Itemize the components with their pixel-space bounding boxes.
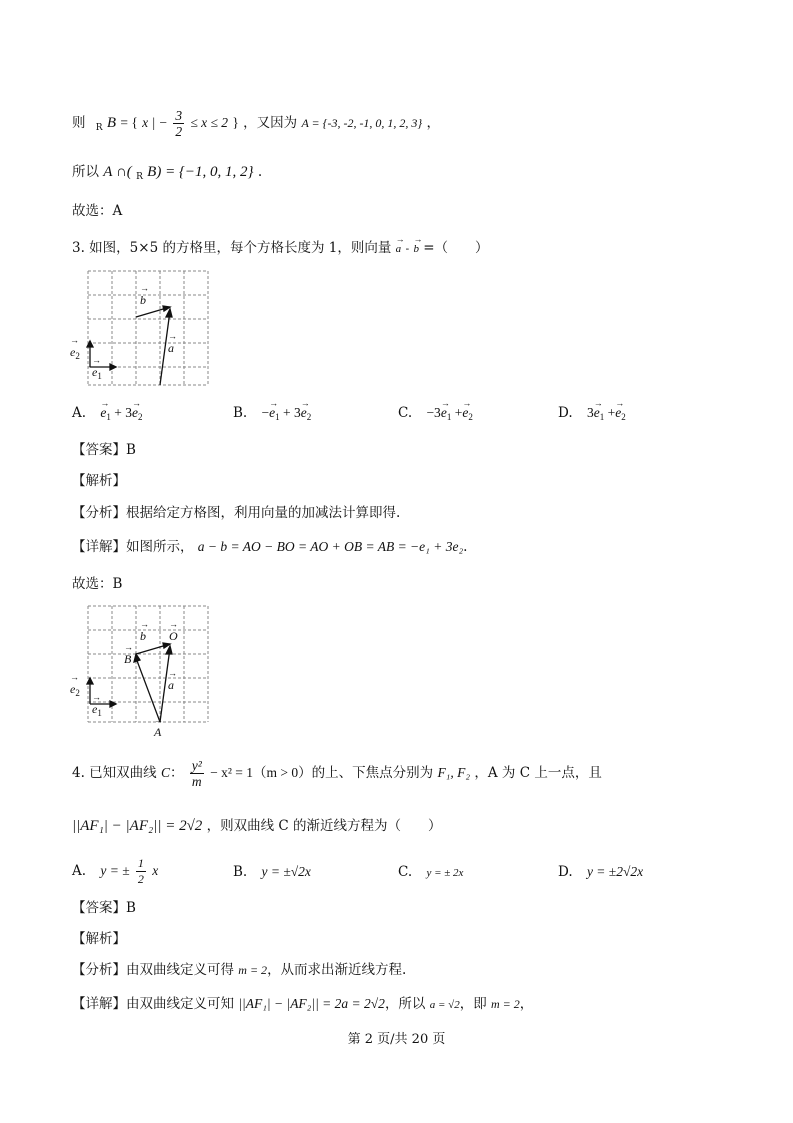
label-e1: → $e_1$ <box>92 702 102 718</box>
curve-c: C <box>160 765 170 780</box>
label-b: → b <box>140 629 146 644</box>
question-4-stem <box>72 758 602 794</box>
fraction-numerator: 3 <box>175 108 183 123</box>
option-c <box>398 862 463 883</box>
option-x: x <box>152 863 159 878</box>
arrowhead-e1 <box>110 364 116 370</box>
comma: ， <box>519 996 534 1012</box>
q3-stem-prefix: 3. 如图，5×5 的方格里，每个方格长度为 1，则向量 <box>72 240 392 256</box>
option-letter: B. <box>233 405 248 421</box>
q4-fenxi <box>72 960 406 980</box>
option-a <box>72 403 142 427</box>
vector-a: → a <box>396 239 402 259</box>
minus-sign: - <box>405 242 410 255</box>
label-e1: → $e_1$ <box>92 365 102 381</box>
q3-xiangjie <box>72 537 467 557</box>
foci: F₁, F₂ <box>437 765 471 780</box>
xiangjie-math: ||AF₁| − |AF₂|| = 2a = 2√2 <box>238 996 385 1011</box>
answer-tag: 【答案】 <box>72 900 126 916</box>
fenxi-pre: 由双曲线定义可得 <box>126 962 234 978</box>
option-expr: y = ±√2x <box>261 864 311 879</box>
inequality: ≤ x ≤ 2 <box>190 115 229 130</box>
q3-answer <box>72 440 136 460</box>
fraction-denominator: m <box>191 774 202 789</box>
question-3-stem <box>72 238 489 259</box>
fraction-denominator: 2 <box>137 872 144 886</box>
fenxi-tag: 【分析】 <box>72 962 126 978</box>
option-letter: C. <box>398 864 413 880</box>
option-c <box>398 403 473 427</box>
comma: ， <box>426 115 441 131</box>
xiangjie-pre: 由双曲线定义可知 <box>126 996 234 1012</box>
option-a <box>72 856 158 886</box>
xiangjie-mid2: ，即 <box>459 996 487 1012</box>
option-d <box>558 862 643 882</box>
q3-analysis-tag: 【解析】 <box>72 473 126 489</box>
intersection-result: B) = {−1, 0, 1, 2} <box>147 164 254 180</box>
r-subscript: R <box>95 123 103 133</box>
option-d <box>558 403 626 427</box>
fraction-y2-over-m <box>190 758 204 789</box>
xiangjie-math: a − b = AO − BO = AO + OB = AB = −e₁ + 3e₂ <box>197 539 464 554</box>
set-b: B <box>106 115 117 131</box>
arrowhead-a <box>166 646 172 654</box>
r-subscript-2: R <box>136 172 143 182</box>
xiangjie-math3: m = 2 <box>491 997 520 1011</box>
q4-analysis-tag: 【解析】 <box>72 931 126 947</box>
text-suoyi: 所以 <box>72 164 99 180</box>
fraction-numerator: 1 <box>137 856 144 870</box>
q3-stem-suffix: =（ ） <box>423 240 489 256</box>
intersection-expr: A ∩( <box>103 164 132 180</box>
arrowhead-a <box>166 309 172 317</box>
q4-xiangjie <box>72 994 533 1015</box>
xiangjie-mid: ，所以 <box>384 996 426 1012</box>
text-youyinwei: ，又因为 <box>243 115 298 131</box>
vector-b: → b <box>413 239 419 259</box>
page-footer: 第 2 页/共 20 页 <box>347 1032 446 1047</box>
label-point-a: → A <box>154 725 161 740</box>
label-a: → a <box>168 341 174 356</box>
q4-stem-mid2: ，A 为 C 上一点，且 <box>474 765 602 781</box>
answer-choice-a: 故选：A <box>72 203 123 219</box>
set-bar: | <box>152 115 156 130</box>
fraction-three-halves <box>173 108 184 139</box>
xiangjie-tag: 【详解】 <box>72 996 126 1012</box>
intersection-line <box>72 162 262 187</box>
option-expr: −→ $e_1 + 3\to e_2$ <box>262 405 312 420</box>
option-b <box>233 862 311 882</box>
focal-difference: ||AF₁| − |AF₂|| = 2√2 <box>72 818 203 834</box>
label-a: → a <box>168 678 174 693</box>
option-expr: y = ± <box>100 863 130 878</box>
q4-answer <box>72 898 136 918</box>
option-letter: A. <box>72 405 87 421</box>
period: . <box>257 164 263 180</box>
minus-sign: − <box>159 115 168 130</box>
question-4-line2 <box>72 816 442 836</box>
fraction-denominator: 2 <box>175 124 183 139</box>
xiangjie-prefix: 如图所示， <box>126 539 194 555</box>
option-b <box>233 403 311 427</box>
arrowhead-ab <box>134 654 140 662</box>
q3-choose: 故选：B <box>72 576 123 592</box>
answer-value: B <box>126 442 136 458</box>
label-e2: → $e_2$ <box>70 345 80 361</box>
option-expr: → $e_1 + 3\to e_2$ <box>100 405 142 420</box>
set-a: A = {-3, -2, -1, 0, 1, 2, 3} <box>301 116 423 130</box>
option-expr: $-3\to e_1 +\to e_2$ <box>426 405 472 420</box>
option-letter: B. <box>233 864 248 880</box>
xiangjie-tag: 【详解】 <box>72 539 126 555</box>
fenxi-tag: 【分析】 <box>72 505 126 521</box>
colon: ： <box>169 765 184 781</box>
period: . <box>463 539 468 555</box>
equals-open-brace: = { <box>120 115 138 130</box>
option-expr: y = ±2√2x <box>586 864 644 879</box>
q3-fenxi <box>72 503 400 523</box>
text-ze: 则 <box>72 115 86 131</box>
q4-stem-mid: − x² = 1（m > 0）的上、下焦点分别为 <box>210 765 434 780</box>
fraction-numerator: y² <box>191 758 202 773</box>
label-o: → O <box>169 629 178 644</box>
label-b: → b <box>140 293 146 308</box>
option-letter: D. <box>558 864 573 880</box>
fenxi-post: ，从而求出渐近线方程. <box>267 962 407 978</box>
fraction-half <box>136 856 146 887</box>
xiangjie-math2: a = √2 <box>429 999 460 1011</box>
complement-b-line <box>72 108 440 138</box>
option-expr: y = ± 2x <box>426 867 464 879</box>
label-point-b: → B <box>124 652 131 667</box>
answer-tag: 【答案】 <box>72 442 126 458</box>
fenxi-text: 根据给定方格图，利用向量的加减法计算即得. <box>126 505 401 521</box>
q4-stem-prefix: 4. 已知双曲线 <box>72 765 157 781</box>
close-brace: } <box>232 115 239 130</box>
option-letter: C. <box>398 405 413 421</box>
option-letter: D. <box>558 405 573 421</box>
option-letter: A. <box>72 863 87 879</box>
label-e2: → $e_2$ <box>70 682 80 698</box>
fenxi-math: m = 2 <box>238 963 268 977</box>
option-expr: $3\to e_1 +\to e_2$ <box>587 405 626 420</box>
x-variable: x <box>142 115 149 130</box>
answer-value: B <box>126 900 136 916</box>
vector-ab-arrow <box>136 658 160 722</box>
q4-line2-text: ，则双曲线 C 的渐近线方程为（ ） <box>206 818 442 834</box>
